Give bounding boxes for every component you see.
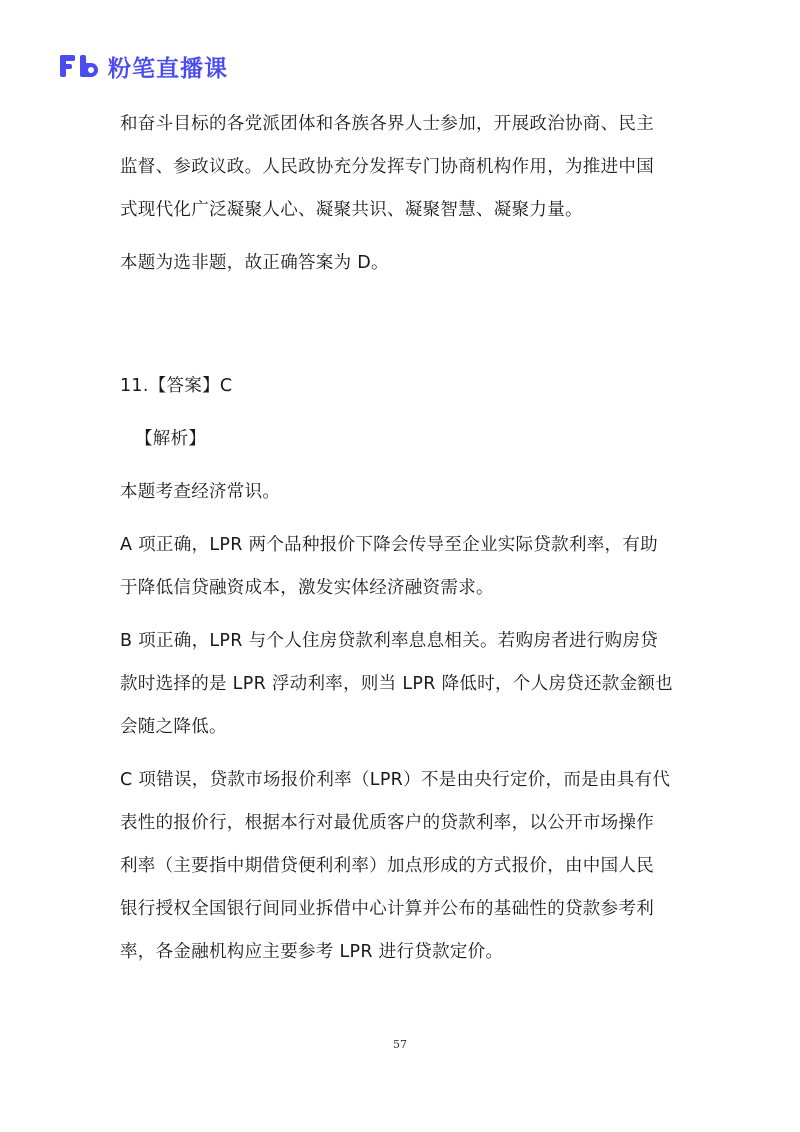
intro-line: 监督、参政议政。人民政协充分发挥专门协商机构作用，为推进中国 (120, 157, 654, 177)
option-b-line: B 项正确，LPR 与个人住房贷款利率息息相关。若购房者进行购房贷 (120, 631, 658, 651)
option-a-line: 于降低信贷融资成本，激发实体经济融资需求。 (120, 578, 494, 598)
page-number: 57 (393, 1038, 407, 1051)
option-c-line: 银行授权全国银行间同业拆借中心计算并公布的基础性的贷款参考利 (120, 899, 654, 919)
option-c-line: 利率（主要指中期借贷便利利率）加点形成的方式报价，由中国人民 (120, 856, 654, 876)
intro-line: 式现代化广泛凝聚人心、凝聚共识、凝聚智慧、凝聚力量。 (120, 200, 583, 220)
answer-heading: 11.【答案】C (120, 376, 233, 396)
intro-line: 和奋斗目标的各党派团体和各族各界人士参加，开展政治协商、民主 (120, 114, 654, 134)
fenbi-logo-icon (58, 52, 102, 80)
topic-line: 本题考查经济常识。 (120, 482, 281, 502)
prev-conclusion: 本题为选非题，故正确答案为 D。 (120, 253, 389, 273)
option-a-line: A 项正确，LPR 两个品种报价下降会传导至企业实际贷款利率，有助 (120, 535, 658, 555)
header (58, 50, 228, 82)
logo-text: 粉笔直播课 (108, 55, 228, 82)
option-c-line: 表性的报价行，根据本行对最优质客户的贷款利率，以公开市场操作 (120, 813, 654, 833)
option-c-line: C 项错误，贷款市场报价利率（LPR）不是由央行定价，而是由具有代 (120, 770, 671, 790)
option-b-line: 款时选择的是 LPR 浮动利率，则当 LPR 降低时，个人房贷还款金额也 (120, 674, 673, 694)
option-b-line: 会随之降低。 (120, 717, 227, 737)
analysis-heading: 【解析】 (135, 429, 207, 449)
option-c-line: 率，各金融机构应主要参考 LPR 进行贷款定价。 (120, 942, 504, 962)
document-body (120, 103, 690, 974)
